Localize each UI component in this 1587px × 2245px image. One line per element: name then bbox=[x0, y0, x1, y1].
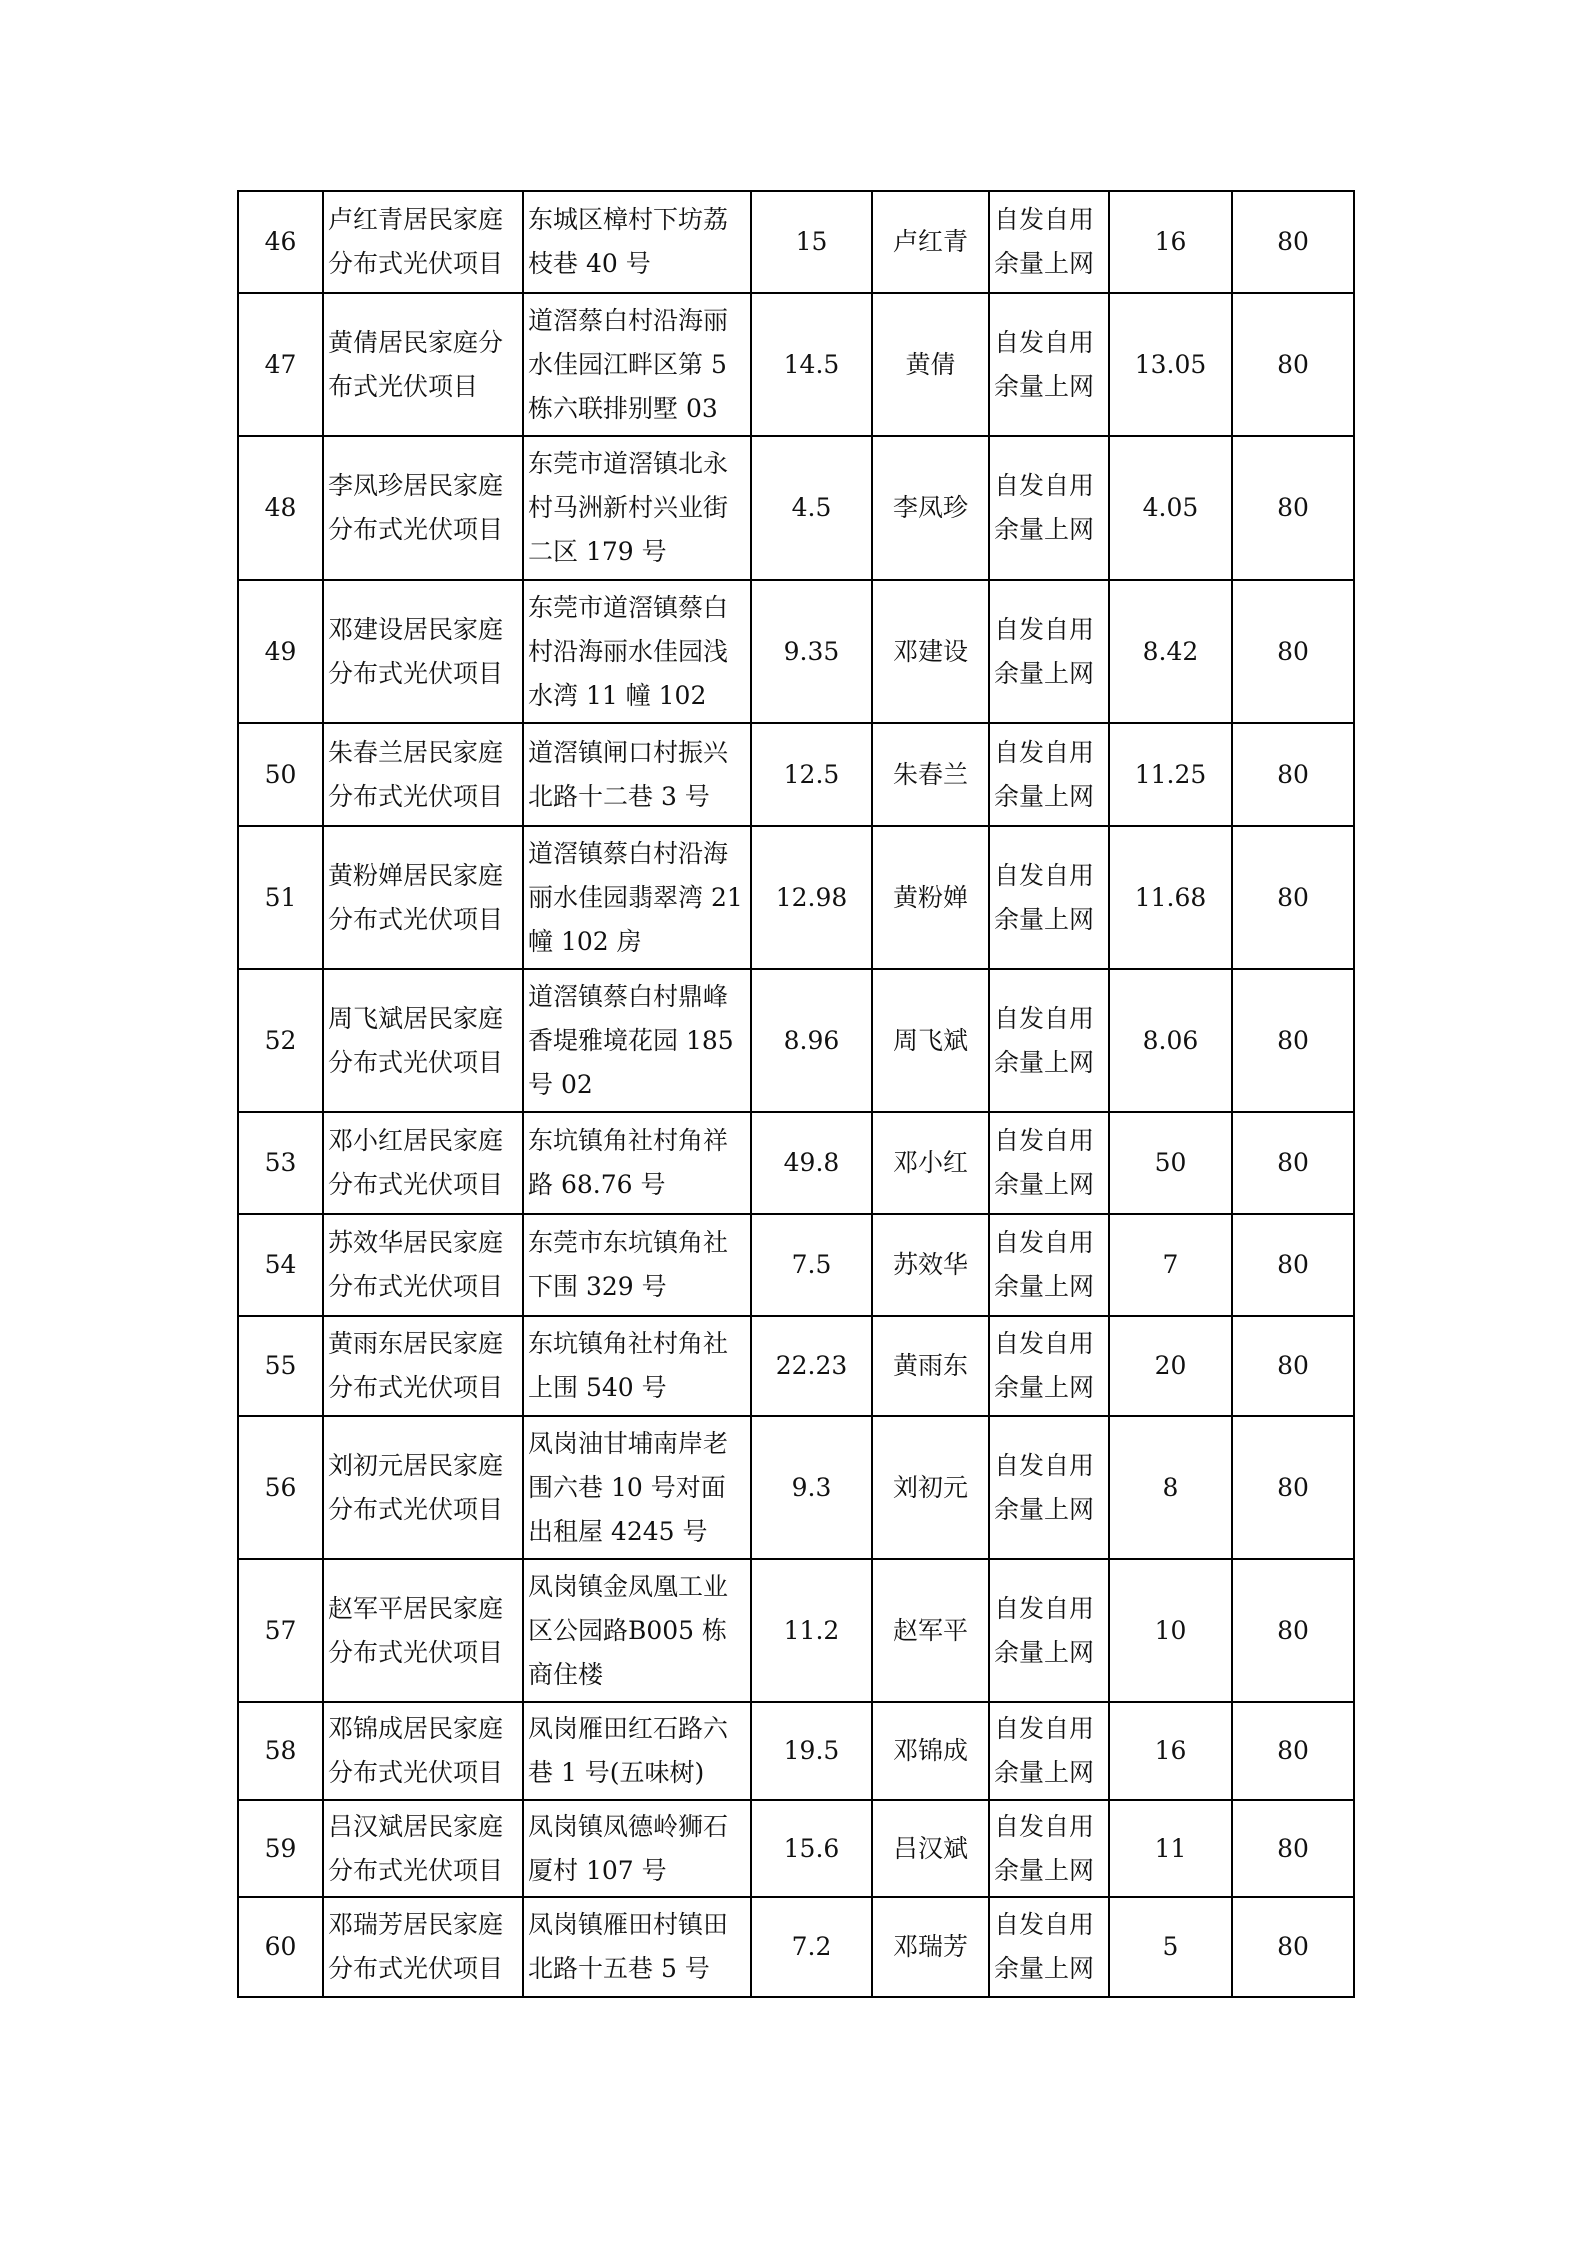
table-row bbox=[238, 1416, 1354, 1559]
cell-value: 80 bbox=[1232, 1800, 1354, 1897]
cell-grid: 8.06 bbox=[1109, 969, 1232, 1112]
cell-mode: 自发自用余量上网 bbox=[989, 1316, 1109, 1416]
cell-no: 50 bbox=[238, 723, 323, 826]
cell-capacity: 7.5 bbox=[751, 1214, 872, 1316]
cell-owner: 周飞斌 bbox=[872, 969, 989, 1112]
cell-owner: 邓建设 bbox=[872, 580, 989, 723]
cell-project: 邓瑞芳居民家庭分布式光伏项目 bbox=[323, 1897, 523, 1997]
cell-value: 80 bbox=[1232, 1702, 1354, 1800]
cell-grid: 20 bbox=[1109, 1316, 1232, 1416]
cell-no: 59 bbox=[238, 1800, 323, 1897]
cell-address: 东莞市道滘镇北永村马洲新村兴业街二区 179 号 bbox=[523, 436, 751, 580]
cell-value: 80 bbox=[1232, 191, 1354, 293]
cell-owner: 朱春兰 bbox=[872, 723, 989, 826]
cell-project: 李凤珍居民家庭分布式光伏项目 bbox=[323, 436, 523, 580]
table-row bbox=[238, 1559, 1354, 1702]
cell-grid: 10 bbox=[1109, 1559, 1232, 1702]
cell-capacity: 22.23 bbox=[751, 1316, 872, 1416]
cell-mode: 自发自用余量上网 bbox=[989, 1897, 1109, 1997]
cell-project: 苏效华居民家庭分布式光伏项目 bbox=[323, 1214, 523, 1316]
table-row bbox=[238, 580, 1354, 723]
cell-mode: 自发自用余量上网 bbox=[989, 1416, 1109, 1559]
cell-no: 51 bbox=[238, 826, 323, 969]
cell-value: 80 bbox=[1232, 1316, 1354, 1416]
cell-capacity: 14.5 bbox=[751, 293, 872, 436]
cell-capacity: 9.35 bbox=[751, 580, 872, 723]
cell-address: 道滘镇闸口村振兴北路十二巷 3 号 bbox=[523, 723, 751, 826]
cell-no: 57 bbox=[238, 1559, 323, 1702]
cell-owner: 邓锦成 bbox=[872, 1702, 989, 1800]
cell-capacity: 7.2 bbox=[751, 1897, 872, 1997]
cell-grid: 8 bbox=[1109, 1416, 1232, 1559]
cell-address: 东莞市道滘镇蔡白村沿海丽水佳园浅水湾 11 幢 102 bbox=[523, 580, 751, 723]
cell-owner: 黄粉婵 bbox=[872, 826, 989, 969]
cell-project: 刘初元居民家庭分布式光伏项目 bbox=[323, 1416, 523, 1559]
cell-value: 80 bbox=[1232, 293, 1354, 436]
table-row bbox=[238, 969, 1354, 1112]
table-row bbox=[238, 293, 1354, 436]
cell-mode: 自发自用余量上网 bbox=[989, 723, 1109, 826]
cell-capacity: 19.5 bbox=[751, 1702, 872, 1800]
cell-value: 80 bbox=[1232, 826, 1354, 969]
cell-mode: 自发自用余量上网 bbox=[989, 1800, 1109, 1897]
cell-project: 邓锦成居民家庭分布式光伏项目 bbox=[323, 1702, 523, 1800]
table-row bbox=[238, 1214, 1354, 1316]
cell-grid: 8.42 bbox=[1109, 580, 1232, 723]
cell-mode: 自发自用余量上网 bbox=[989, 969, 1109, 1112]
cell-owner: 邓小红 bbox=[872, 1112, 989, 1214]
cell-value: 80 bbox=[1232, 1559, 1354, 1702]
cell-address: 东莞市东坑镇角社下围 329 号 bbox=[523, 1214, 751, 1316]
cell-capacity: 12.98 bbox=[751, 826, 872, 969]
cell-address: 凤岗镇雁田村镇田北路十五巷 5 号 bbox=[523, 1897, 751, 1997]
cell-no: 55 bbox=[238, 1316, 323, 1416]
cell-address: 东坑镇角社村角祥路 68.76 号 bbox=[523, 1112, 751, 1214]
cell-no: 47 bbox=[238, 293, 323, 436]
cell-no: 58 bbox=[238, 1702, 323, 1800]
cell-mode: 自发自用余量上网 bbox=[989, 436, 1109, 580]
cell-project: 黄倩居民家庭分布式光伏项目 bbox=[323, 293, 523, 436]
cell-capacity: 15 bbox=[751, 191, 872, 293]
cell-address: 凤岗镇凤德岭狮石厦村 107 号 bbox=[523, 1800, 751, 1897]
cell-value: 80 bbox=[1232, 1416, 1354, 1559]
cell-project: 周飞斌居民家庭分布式光伏项目 bbox=[323, 969, 523, 1112]
cell-address: 道滘蔡白村沿海丽水佳园江畔区第 5 栋六联排别墅 03 bbox=[523, 293, 751, 436]
cell-grid: 16 bbox=[1109, 1702, 1232, 1800]
cell-capacity: 4.5 bbox=[751, 436, 872, 580]
cell-address: 道滘镇蔡白村鼎峰香堤雅境花园 185 号 02 bbox=[523, 969, 751, 1112]
cell-address: 东城区樟村下坊荔枝巷 40 号 bbox=[523, 191, 751, 293]
cell-owner: 卢红青 bbox=[872, 191, 989, 293]
cell-value: 80 bbox=[1232, 1112, 1354, 1214]
cell-capacity: 8.96 bbox=[751, 969, 872, 1112]
project-table bbox=[237, 190, 1355, 1998]
table-row bbox=[238, 1702, 1354, 1800]
cell-mode: 自发自用余量上网 bbox=[989, 1112, 1109, 1214]
cell-capacity: 11.2 bbox=[751, 1559, 872, 1702]
cell-address: 凤岗雁田红石路六巷 1 号(五味树) bbox=[523, 1702, 751, 1800]
cell-grid: 11 bbox=[1109, 1800, 1232, 1897]
cell-owner: 吕汉斌 bbox=[872, 1800, 989, 1897]
cell-mode: 自发自用余量上网 bbox=[989, 191, 1109, 293]
cell-capacity: 15.6 bbox=[751, 1800, 872, 1897]
cell-no: 48 bbox=[238, 436, 323, 580]
cell-no: 56 bbox=[238, 1416, 323, 1559]
cell-grid: 11.68 bbox=[1109, 826, 1232, 969]
table-row bbox=[238, 826, 1354, 969]
cell-address: 道滘镇蔡白村沿海丽水佳园翡翠湾 21 幢 102 房 bbox=[523, 826, 751, 969]
cell-mode: 自发自用余量上网 bbox=[989, 1702, 1109, 1800]
cell-address: 凤岗油甘埔南岸老围六巷 10 号对面出租屋 4245 号 bbox=[523, 1416, 751, 1559]
table-row bbox=[238, 1316, 1354, 1416]
table-row bbox=[238, 1112, 1354, 1214]
cell-project: 吕汉斌居民家庭分布式光伏项目 bbox=[323, 1800, 523, 1897]
cell-no: 54 bbox=[238, 1214, 323, 1316]
cell-grid: 7 bbox=[1109, 1214, 1232, 1316]
cell-no: 53 bbox=[238, 1112, 323, 1214]
cell-mode: 自发自用余量上网 bbox=[989, 580, 1109, 723]
cell-address: 东坑镇角社村角社上围 540 号 bbox=[523, 1316, 751, 1416]
cell-project: 朱春兰居民家庭分布式光伏项目 bbox=[323, 723, 523, 826]
cell-project: 黄粉婵居民家庭分布式光伏项目 bbox=[323, 826, 523, 969]
cell-grid: 13.05 bbox=[1109, 293, 1232, 436]
cell-no: 49 bbox=[238, 580, 323, 723]
table-row bbox=[238, 1897, 1354, 1997]
cell-value: 80 bbox=[1232, 1897, 1354, 1997]
table-row bbox=[238, 191, 1354, 293]
cell-value: 80 bbox=[1232, 969, 1354, 1112]
cell-owner: 黄雨东 bbox=[872, 1316, 989, 1416]
cell-mode: 自发自用余量上网 bbox=[989, 826, 1109, 969]
cell-project: 邓建设居民家庭分布式光伏项目 bbox=[323, 580, 523, 723]
cell-owner: 黄倩 bbox=[872, 293, 989, 436]
cell-owner: 赵军平 bbox=[872, 1559, 989, 1702]
cell-capacity: 49.8 bbox=[751, 1112, 872, 1214]
cell-capacity: 9.3 bbox=[751, 1416, 872, 1559]
cell-no: 52 bbox=[238, 969, 323, 1112]
cell-grid: 4.05 bbox=[1109, 436, 1232, 580]
cell-no: 46 bbox=[238, 191, 323, 293]
cell-project: 卢红青居民家庭分布式光伏项目 bbox=[323, 191, 523, 293]
cell-project: 黄雨东居民家庭分布式光伏项目 bbox=[323, 1316, 523, 1416]
cell-value: 80 bbox=[1232, 723, 1354, 826]
cell-grid: 50 bbox=[1109, 1112, 1232, 1214]
cell-grid: 5 bbox=[1109, 1897, 1232, 1997]
cell-mode: 自发自用余量上网 bbox=[989, 293, 1109, 436]
table-row bbox=[238, 1800, 1354, 1897]
cell-project: 赵军平居民家庭分布式光伏项目 bbox=[323, 1559, 523, 1702]
cell-no: 60 bbox=[238, 1897, 323, 1997]
table-row bbox=[238, 723, 1354, 826]
cell-mode: 自发自用余量上网 bbox=[989, 1559, 1109, 1702]
table-row bbox=[238, 436, 1354, 580]
cell-value: 80 bbox=[1232, 436, 1354, 580]
cell-project: 邓小红居民家庭分布式光伏项目 bbox=[323, 1112, 523, 1214]
cell-grid: 16 bbox=[1109, 191, 1232, 293]
cell-owner: 邓瑞芳 bbox=[872, 1897, 989, 1997]
cell-value: 80 bbox=[1232, 580, 1354, 723]
cell-grid: 11.25 bbox=[1109, 723, 1232, 826]
cell-capacity: 12.5 bbox=[751, 723, 872, 826]
cell-value: 80 bbox=[1232, 1214, 1354, 1316]
cell-owner: 苏效华 bbox=[872, 1214, 989, 1316]
cell-address: 凤岗镇金凤凰工业区公园路B005 栋商住楼 bbox=[523, 1559, 751, 1702]
cell-mode: 自发自用余量上网 bbox=[989, 1214, 1109, 1316]
cell-owner: 刘初元 bbox=[872, 1416, 989, 1559]
cell-owner: 李凤珍 bbox=[872, 436, 989, 580]
